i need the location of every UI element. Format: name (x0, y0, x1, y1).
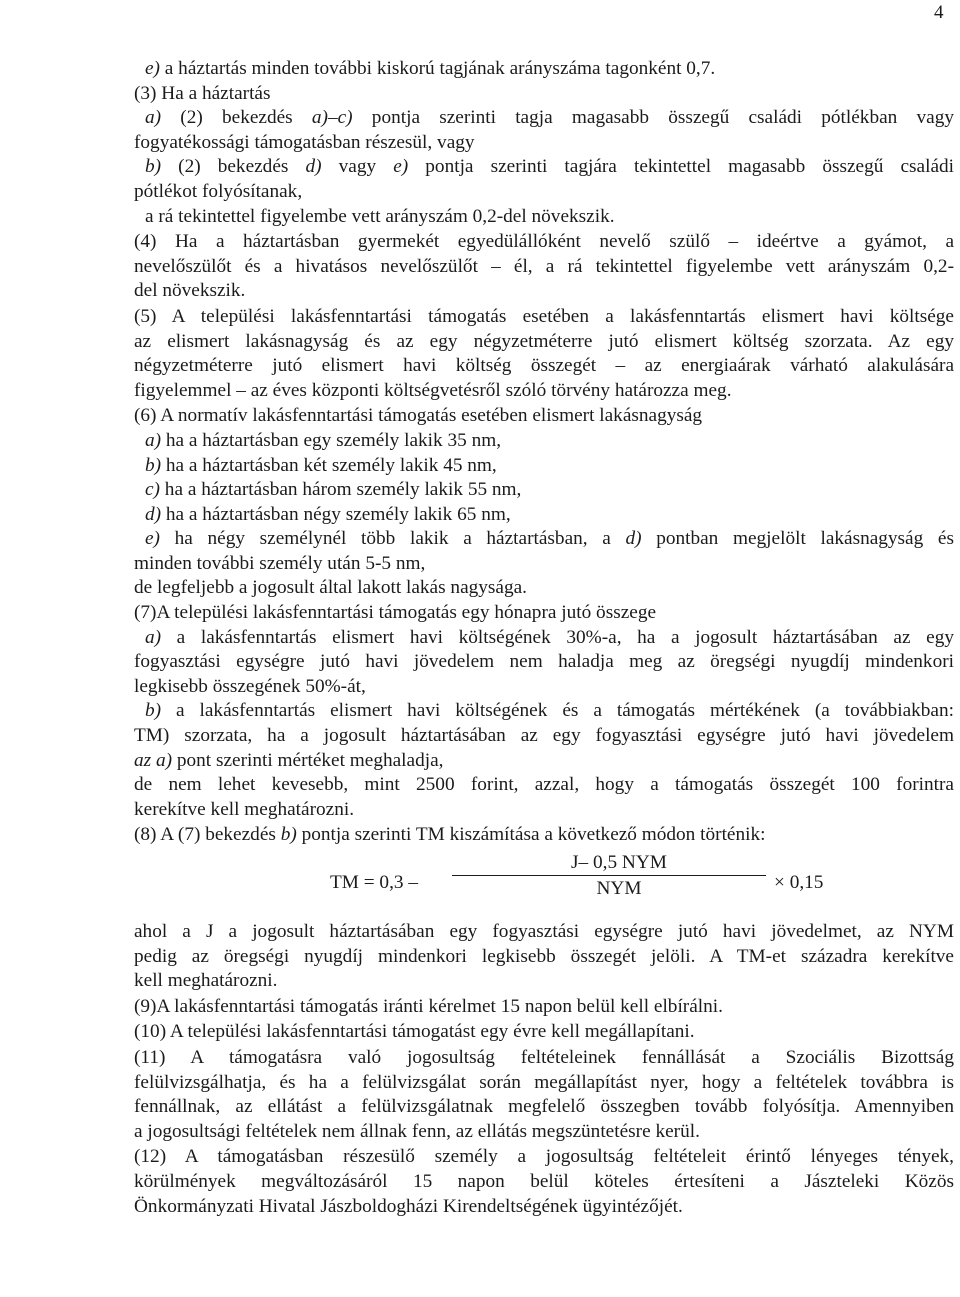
p7-b-line: TM) szorzata, ha a jogosult háztartásában az egy fogyasztási egységre jutó havi jövedelem (134, 725, 954, 747)
p3-closing: a rá tekintettel figyelembe vett arányszám 0,2-del növekszik. (145, 205, 615, 227)
p8-intro: (8) A (7) bekezdés b) pontja szerinti TM kiszámítása a következő módon történik: (134, 824, 766, 846)
p6-item: a) ha a háztartásban egy személy lakik 35 nm, (145, 429, 502, 451)
p6-item: b) ha a háztartásban két személy lakik 45 nm, (145, 454, 497, 476)
p11-line: fennállnak, az ellátást a felülvizsgálatnak megfelelő összegben tovább folyósítja. Amennyiben (134, 1096, 954, 1118)
p7-closing: de nem lehet kevesebb, mint 2500 forint, azzal, hogy a támogatás összegét 100 forintra (134, 774, 954, 796)
p5-line: figyelemmel – az éves központi költségvetésről szóló törvény határozza meg. (134, 379, 732, 401)
p7-a-line: fogyasztási egységre jutó havi jövedelem nem haladja meg az öregségi nyugdíj mindenkori (134, 651, 954, 673)
p8-line: pedig az öregségi nyugdíj mindenkori legkisebb összegét jelöli. A TM-et századra kerekítve (134, 945, 954, 967)
p6-item-e: e) ha négy személynél több lakik a háztartásban, a d) pontban megjelölt lakásnagyság és (145, 528, 954, 550)
tm-formula (134, 852, 954, 918)
p7-b-line: az a) pont szerinti mértéket meghaladja, (134, 749, 444, 771)
p7-intro: (7)A települési lakásfenntartási támogatás egy hónapra jutó összege (134, 602, 657, 624)
p6-closing: de legfeljebb a jogosult által lakott lakás nagysága. (134, 577, 527, 599)
formula-lhs: TM = 0,3 – (330, 872, 418, 893)
document-body (134, 57, 954, 1219)
p3-b-line: b) (2) bekezdés d) vagy e) pontja szerinti tagjára tekintettel magasabb összegű családi (145, 156, 954, 178)
p6-item-e-line2: minden további személy után 5-5 nm, (134, 552, 426, 574)
p12-line: Önkormányzati Hivatal Jászboldogházi Kirendeltségének ügyintézőjét. (134, 1195, 683, 1217)
p10: (10) A települési lakásfenntartási támogatást egy évre kell megállapítani. (134, 1021, 695, 1043)
p3-b-line2: pótlékot folyósítanak, (134, 180, 303, 202)
p3-a-line2: fogyatékossági támogatásban részesül, vagy (134, 131, 475, 153)
p12-line: (12) A támogatásban részesülő személy a jogosultság feltételeit érintő lényeges tények, (134, 1146, 954, 1168)
p4-line: del növekszik. (134, 280, 246, 302)
p9: (9)A lakásfenntartási támogatás iránti kérelmet 15 napon belül kell elbírálni. (134, 995, 723, 1017)
p6-intro: (6) A normatív lakásfenntartási támogatás esetében elismert lakásnagyság (134, 405, 703, 427)
p7-b-line: b) a lakásfenntartás elismert havi költségének és a támogatás mértékének (a továbbiakban: (145, 700, 954, 722)
p11-line: felülvizsgálhatja, és ha a felülvizsgálat során megállapítást nyer, hogy a feltételek továbbra is (134, 1071, 954, 1093)
formula-denominator: NYM (596, 878, 642, 899)
p4-line: (4) Ha a háztartásban gyermekét egyedülállóként nevelő szülő – ideértve a gyámot, a (134, 231, 954, 253)
p4-line: nevelőszülőt és a hivatásos nevelőszülőt – él, a rá tekintettel figyelembe vett arányszám 0,2- (134, 255, 954, 277)
p5-line: négyzetméterre jutó elismert havi költség összegét – az energiaárak várható alakulására (134, 355, 954, 377)
formula-rhs: × 0,15 (774, 872, 824, 893)
p3-a-line: a) (2) bekezdés a)–c) pontja szerinti tagja magasabb összegű családi pótlékban vagy (145, 107, 954, 129)
item-label: a) (145, 107, 162, 129)
p6-item: c) ha a háztartásban három személy lakik 55 nm, (145, 479, 522, 501)
p7-a-line: a) a lakásfenntartás elismert havi költségének 30%-a, ha a jogosult háztartásában az egy (145, 626, 954, 648)
p8-line: kell meghatározni. (134, 970, 278, 992)
p6-item: d) ha a háztartásban négy személy lakik 65 nm, (145, 503, 511, 525)
item-text: a háztartás minden további kiskorú tagjának arányszáma tagonként 0,7. (159, 58, 716, 79)
p12-line: körülmények megváltozásáról 15 napon belül köteles értesíteni a Jászteleki Közös (134, 1170, 954, 1192)
formula-fraction (452, 852, 766, 900)
p3-intro: (3) Ha a háztartás (134, 82, 271, 104)
formula-numerator: J– 0,5 NYM (571, 852, 667, 873)
p5-line: az elismert lakásnagyság és az egy négyzetméterre jutó elismert költség szorzata. Az egy (134, 330, 954, 352)
item-label: e) (145, 58, 160, 79)
p11-line: a jogosultsági feltételek nem állnak fenn, az ellátás megszüntetésre kerül. (134, 1120, 700, 1142)
p3-e-line (134, 57, 954, 82)
p5-line: (5) A települési lakásfenntartási támogatás esetében a lakásfenntartás elismert havi költsége (134, 305, 954, 327)
p7-closing: kerekítve kell meghatározni. (134, 798, 355, 820)
page-number: 4 (934, 2, 944, 23)
item-label: b) (145, 156, 162, 178)
fraction-bar (452, 875, 766, 876)
p7-a-line: legkisebb összegének 50%-át, (134, 675, 366, 697)
p8-line: ahol a J a jogosult háztartásában egy fogyasztási egységre jutó havi jövedelmet, az NYM (134, 921, 954, 942)
p11-line: (11) A támogatásra való jogosultság feltételeinek fennállását a Szociális Bizottság (134, 1046, 954, 1068)
